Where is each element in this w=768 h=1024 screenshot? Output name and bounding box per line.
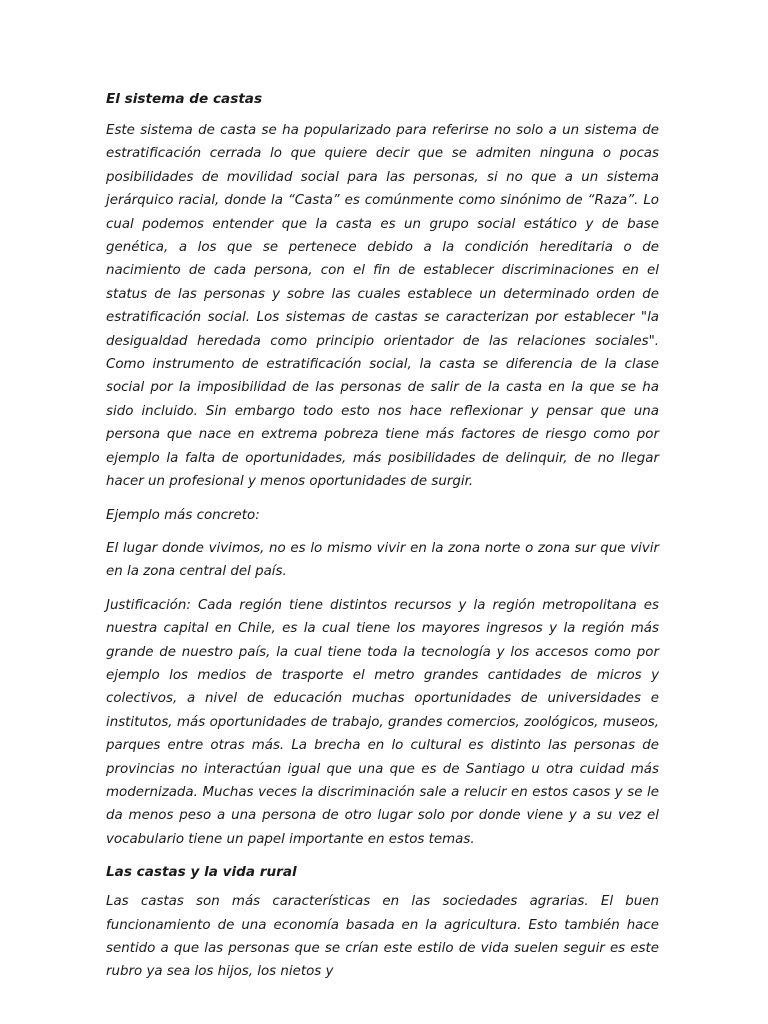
section-heading: El sistema de castas xyxy=(106,91,263,107)
document-body xyxy=(106,88,659,994)
section-heading: Las castas y la vida rural xyxy=(106,864,297,881)
body-paragraph: Ejemplo más concreto: xyxy=(106,507,260,523)
body-paragraph: Las castas son más características en las sociedades agrarias. El buen funcionamiento de una economía basada en la agricultura. Esto también hace sentido a que las personas que se crían este estilo de vida suelen seguir es este rubro ya sea los hijos, los nietos y xyxy=(106,894,659,980)
body-paragraph: Justificación: Cada región tiene distintos recursos y la región metropolitana es nuestra capital en Chile, es la cual tiene los mayores ingresos y la región más grande de nuestro país, la cual tiene toda la tecnología y los accesos como por ejemplo los medios de trasporte el metro grandes cantidades de micros y colectivos, a nivel de educación muchas oportunidades de universidades e institutos, más oportunidades de trabajo, grandes comercios, zoológicos, museos, parques entre otras más. La brecha en lo cultural es distinto las personas de provincias no interactúan igual que una que es de Santiago u otra cuidad más modernizada. Muchas veces la discriminación sale a relucir en estos casos y se le da menos peso a una persona de otro lugar solo por donde viene y a su vez el vocabulario tiene un papel importante en estos temas. xyxy=(106,597,659,847)
body-paragraph: El lugar donde vivimos, no es lo mismo vivir en la zona norte o zona sur que vivir en la zona central del país. xyxy=(106,540,659,580)
body-paragraph: Este sistema de casta se ha popularizado para referirse no solo a un sistema de estratificación cerrada lo que quiere decir que se admiten ninguna o pocas posibilidades de movilidad social para las personas, si no que a un sistema jerárquico racial, donde la “Casta” es comúnmente como sinónimo de “Raza”. Lo cual podemos entender que la casta es un grupo social estático y de base genética, a los que se pertenece debido a la condición hereditaria o de nacimiento de cada persona, con el fin de establecer discriminaciones en el status de las personas y sobre las cuales establece un determinado orden de estratificación social. Los sistemas de castas se caracterizan por establecer "la desigualdad heredada como principio orientador de las relaciones sociales". Como instrumento de estratificación social, la casta se diferencia de la clase social por la imposibilidad de las personas de salir de la casta en la que se ha sido incluido. Sin embargo todo esto nos hace reflexionar y pensar que una persona que nace en extrema pobreza tiene más factores de riesgo como por ejemplo la falta de oportunidades, más posibilidades de delinquir, de no llegar hacer un profesional y menos oportunidades de surgir. xyxy=(106,123,659,490)
